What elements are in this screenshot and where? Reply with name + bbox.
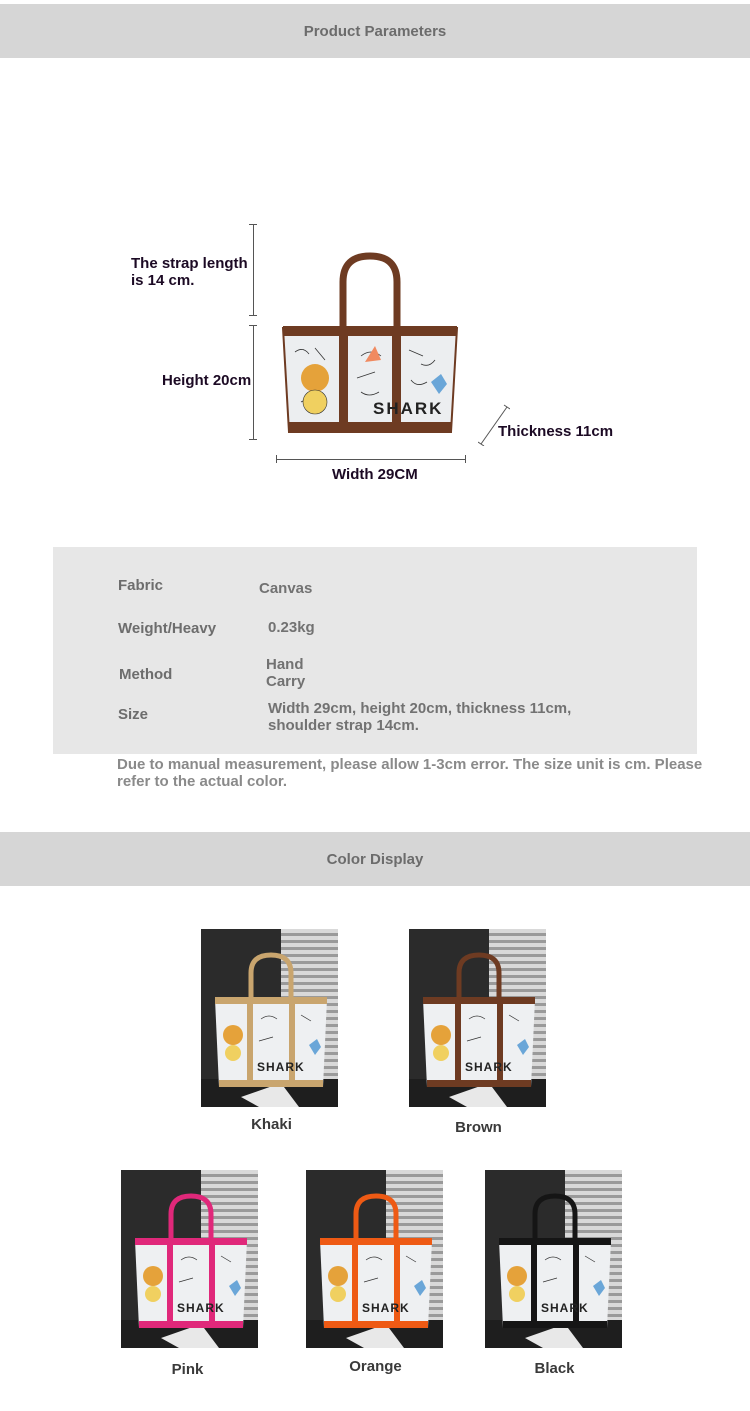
strap-length-label: The strap length is 14 cm. xyxy=(131,255,248,289)
dimension-tick xyxy=(249,224,257,225)
param-label-method: Method xyxy=(119,666,173,683)
height-label: Height 20cm xyxy=(162,372,252,389)
section-title: Product Parameters xyxy=(303,22,447,40)
bag-illustration xyxy=(281,252,459,434)
svg-text:SHARK: SHARK xyxy=(541,1301,589,1315)
product-photo-orange[interactable] xyxy=(306,1170,443,1348)
color-label-khaki: Khaki xyxy=(251,1116,292,1133)
svg-text:SHARK: SHARK xyxy=(465,1060,513,1074)
color-label-pink: Pink xyxy=(171,1361,204,1378)
svg-text:SHARK: SHARK xyxy=(362,1301,410,1315)
svg-text:SHARK: SHARK xyxy=(257,1060,305,1074)
dimension-tick xyxy=(249,439,257,440)
dimension-tick xyxy=(249,325,257,326)
color-label-brown: Brown xyxy=(455,1119,502,1136)
dimension-tick xyxy=(465,455,466,463)
param-label-fabric: Fabric xyxy=(118,577,164,594)
measurement-note: Due to manual measurement, please allow 1-3cm error. The size unit is cm. Please refer to the actual color. xyxy=(117,756,703,790)
param-value-weight: 0.23kg xyxy=(268,619,315,636)
param-value-fabric: Canvas xyxy=(259,580,313,597)
section-title: Color Display xyxy=(326,850,424,868)
product-photo-brown[interactable] xyxy=(409,929,546,1107)
color-label-black: Black xyxy=(534,1360,575,1377)
product-photo-khaki[interactable] xyxy=(201,929,338,1107)
width-label: Width 29CM xyxy=(332,466,418,483)
svg-text:SHARK: SHARK xyxy=(177,1301,225,1315)
product-photo-pink[interactable] xyxy=(121,1170,258,1348)
param-value-method: Hand Carry xyxy=(266,656,306,690)
param-label-size: Size xyxy=(118,706,149,723)
height-dimension-line xyxy=(253,325,254,440)
param-label-weight: Weight/Heavy xyxy=(118,620,217,637)
thickness-dimension-line xyxy=(478,404,510,446)
section-header-color-display xyxy=(0,832,750,886)
bag-print-text: SHARK xyxy=(373,399,444,418)
width-dimension-line xyxy=(276,459,465,460)
section-header-product-parameters xyxy=(0,4,750,58)
thickness-label: Thickness 11cm xyxy=(498,423,614,440)
dimension-tick xyxy=(276,455,277,463)
product-photo-black[interactable] xyxy=(485,1170,622,1348)
param-value-size: Width 29cm, height 20cm, thickness 11cm, shoulder strap 14cm. xyxy=(268,700,572,734)
strap-dimension-line xyxy=(253,224,254,316)
dimension-tick xyxy=(249,315,257,316)
color-label-orange: Orange xyxy=(349,1358,402,1375)
